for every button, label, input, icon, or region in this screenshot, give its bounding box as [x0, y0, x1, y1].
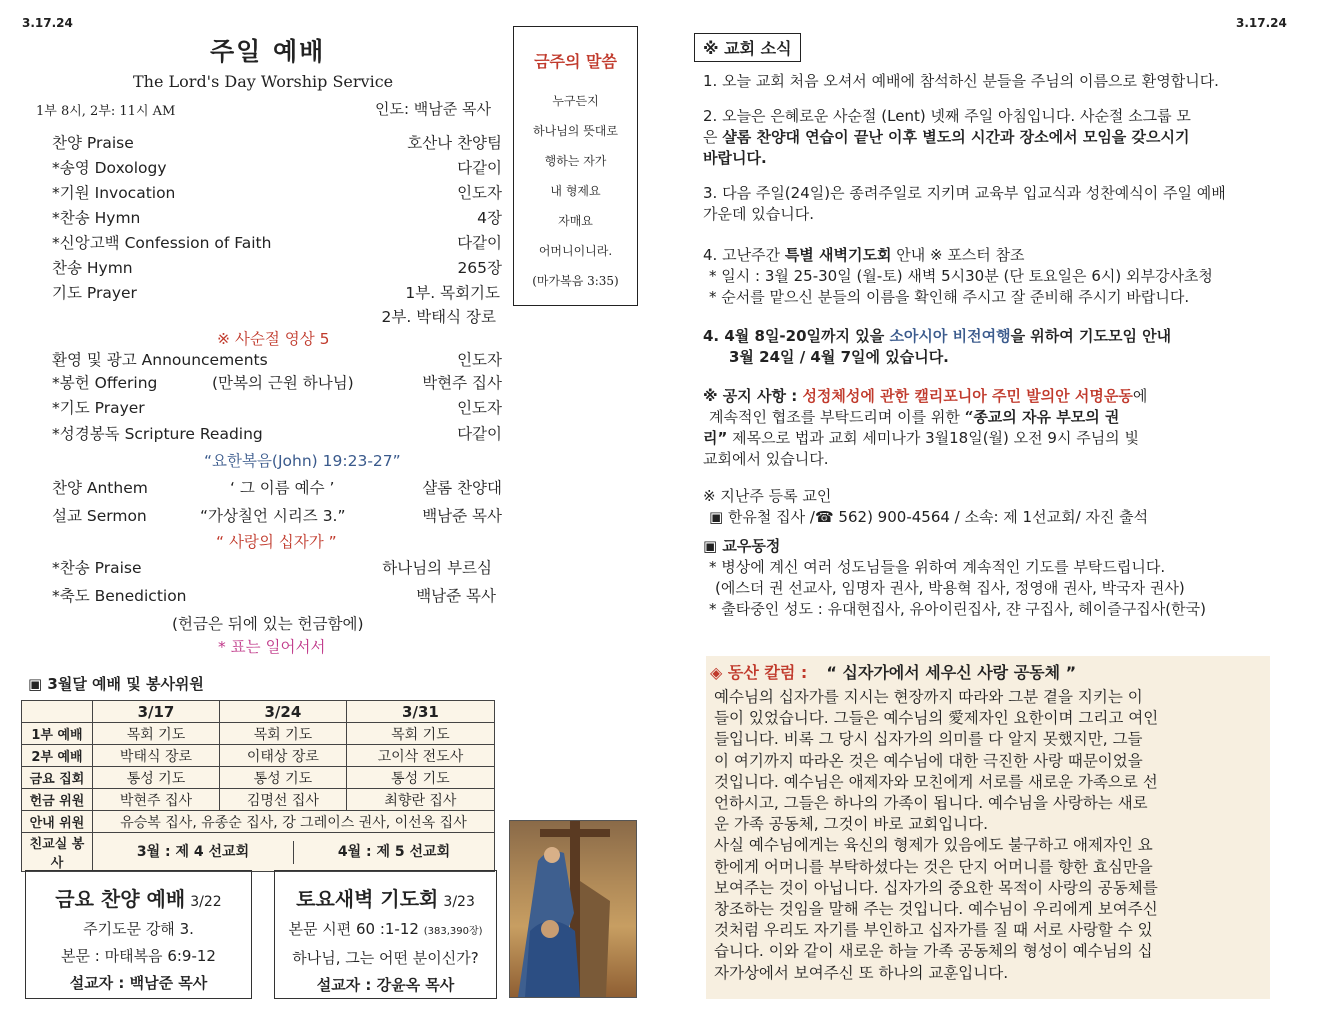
news-item: (에스더 권 선교사, 임명자 권사, 박용혁 집사, 정영애 권사, 박국자 권사): [715, 579, 1185, 597]
lent-video: ※ 사순절 영상 5: [217, 330, 330, 348]
table-row: 안내 위원 유승복 집사, 유종순 집사, 강 그레이스 권사, 이선옥 집사: [22, 811, 495, 833]
column-line: 예수님의 십자가를 지시는 현장까지 따라와 그분 곁을 지키는 이: [714, 688, 1143, 706]
column-box: [706, 656, 1270, 999]
weekly-verse-box: [513, 26, 638, 306]
friday-date: 3/22: [190, 894, 222, 910]
service-times: 1부 8시, 2부: 11시 AM: [36, 104, 176, 119]
order-item: 찬송 Hymn 265장: [52, 259, 502, 277]
column-line: 이 여기까지 따라온 것은 예수님에 대한 극진한 사랑 때문이었을: [714, 751, 1143, 770]
order-item: *축도 Benediction 백남준 목사: [52, 587, 496, 605]
friday-line: 주기도문 강해 3.: [83, 920, 194, 938]
column-line: 운 가족 공동체, 그것이 바로 교회입니다.: [714, 815, 989, 834]
saturday-service-box: [274, 870, 497, 999]
verse-line: 하나님의 뜻대로: [533, 124, 618, 138]
order-item: *송영 Doxology 다같이: [52, 159, 502, 177]
saturday-line: 하나님, 그는 어떤 분이신가?: [292, 949, 479, 967]
column-line: 들입니다. 비록 그 당시 십자가의 의미를 다 알지 못했지만, 그들: [714, 730, 1143, 749]
friday-line: 본문 : 마태복음 6:9-12: [61, 947, 216, 965]
stand-note: * 표는 일어서서: [218, 638, 326, 656]
news-item: * 일시 : 3월 25-30일 (월-토) 새벽 5시30분 (단 토요일은 6시) 외부강사초청: [709, 267, 1213, 285]
news-item: 3월 24일 / 4월 7일에 있습니다.: [729, 348, 949, 366]
table-header-row: [22, 701, 495, 723]
verse-line: 내 형제요: [550, 184, 601, 198]
order-item: *봉헌 Offering (만복의 근원 하나님) 박현주 집사: [52, 374, 502, 392]
news-item: 4. 고난주간 특별 새벽기도회 안내 ※ 포스터 참조: [703, 246, 1025, 264]
order-of-worship: [52, 131, 502, 656]
news-item: ▣ 한유철 집사 /☎ 562) 900-4564 / 소속: 제 1선교회/ 자진 출석: [709, 508, 1149, 526]
saturday-preacher: 설교자 : 강윤옥 목사: [316, 976, 455, 994]
column-label: ◈ 동산 칼럼 :: [710, 663, 808, 682]
news-item: ▣ 교우동정: [703, 537, 781, 555]
column-line: 보여주는 것이 아닙니다. 십자가의 중요한 목적이 사랑의 공동체를: [714, 878, 1158, 897]
church-news: [703, 71, 1258, 620]
friday-service-box: [25, 870, 252, 999]
friday-title: 금요 찬양 예배: [55, 887, 186, 911]
crucifixion-illustration: [509, 820, 637, 998]
table-row: 2부 예배 박태식 장로 이태상 장로 고이삭 전도사: [22, 745, 495, 767]
news-item: 은 샬롬 찬양대 연습이 끝난 이후 별도의 시간과 장소에서 모임을 갖으시기: [703, 128, 1190, 146]
order-item: *기도 Prayer 인도자: [52, 399, 502, 417]
news-item: 가운데 있습니다.: [703, 205, 814, 223]
column-line: 것처럼 우리도 자기를 부인하고 십자가를 질 때 서로 사랑할 수 있: [714, 921, 1153, 940]
order-item: *기원 Invocation 인도자: [52, 184, 502, 202]
column-title: “ 십자가에서 세우신 사랑 공동체 ”: [826, 663, 1077, 682]
news-item: 교회에서 있습니다.: [703, 450, 829, 468]
column-header: 3/31: [346, 701, 494, 723]
news-item: ※ 지난주 등록 교인: [703, 487, 832, 505]
column-line: 들이 있었습니다. 그들은 예수님의 愛제자인 요한이며 그리고 여인: [714, 709, 1159, 728]
column-line: 창조하는 것임을 말해 주는 것입니다. 예수님이 우리에게 보여주신: [714, 900, 1158, 919]
news-heading: ※ 교회 소식: [694, 33, 801, 62]
column-body: [706, 683, 1270, 984]
news-item: * 순서를 맡으신 분들의 이름을 확인해 주시고 잘 준비해 주시기 바랍니다.: [709, 288, 1190, 306]
friday-preacher: 설교자 : 백남준 목사: [69, 974, 208, 992]
date-right: 3.17.24: [1236, 16, 1287, 30]
verse-title: 금주의 말씀: [534, 52, 617, 71]
column-header: 3/24: [219, 701, 346, 723]
scripture-ref: “요한복음(John) 19:23-27”: [204, 452, 401, 470]
order-item: *신앙고백 Confession of Faith 다같이: [52, 234, 502, 252]
news-item: ※ 공지 사항 : 성정체성에 관한 캘리포니아 주민 발의안 서명운동에: [703, 387, 1148, 405]
order-item: 설교 Sermon “가상칠언 시리즈 3.” 백남준 목사: [52, 507, 502, 525]
table-row: 금요 집회 통성 기도 통성 기도 통성 기도: [22, 767, 495, 789]
column-header: 3/17: [93, 701, 220, 723]
table-row: 친교실 봉사 3월 : 제 4 선교회 4월 : 제 5 선교회: [22, 833, 495, 872]
worship-title: 주일 예배: [210, 37, 326, 66]
duty-heading: ▣ 3월달 예배 및 봉사위원: [28, 675, 204, 693]
duty-table: [21, 700, 495, 872]
news-item: 4. 4월 8일-20일까지 있을 소아시아 비전여행을 위하여 기도모임 안내: [703, 327, 1172, 345]
news-item: 계속적인 협조를 부탁드리며 이를 위한 “종교의 자유 부모의 권: [709, 408, 1120, 426]
verse-line: 행하는 자가: [544, 154, 607, 168]
order-item: *찬송 Praise 하나님의 부르심: [52, 559, 492, 577]
column-line: 자가상에서 보여주신 또 하나의 교훈입니다.: [714, 963, 1009, 982]
news-item: 바랍니다.: [703, 149, 767, 167]
order-item: 기도 Prayer 1부. 목회기도: [52, 284, 500, 302]
order-item: *성경봉독 Scripture Reading 다같이: [52, 425, 502, 443]
verse-line: 어머니이니라.: [538, 244, 613, 258]
verse-reference: (마가복음 3:35): [532, 274, 619, 288]
news-item: 3. 다음 주일(24일)은 종려주일로 지키며 교육부 입교식과 성찬예식이 주일 예배: [703, 184, 1226, 202]
verse-line: 자매요: [558, 214, 593, 228]
order-item: 2부. 박태식 장로: [381, 308, 496, 326]
order-item: 환영 및 광고 Announcements 인도자: [52, 351, 502, 369]
column-line: 사실 예수님에게는 육신의 형제가 있음에도 불구하고 애제자인 요: [714, 836, 1153, 855]
crucifixion-image: [510, 821, 636, 997]
sermon-title: “ 사랑의 십자가 ”: [216, 533, 337, 551]
offering-note: (헌금은 뒤에 있는 헌금함에): [172, 615, 364, 633]
news-item: 1. 오늘 교회 처음 오셔서 예배에 참석하신 분들을 주님의 이름으로 환영합니다.: [703, 72, 1219, 90]
worship-leader: 인도: 백남준 목사: [375, 100, 492, 118]
date-left: 3.17.24: [22, 16, 73, 30]
order-item: *찬송 Hymn 4장: [52, 209, 502, 227]
column-line: 한에게 어머니를 부탁하셨다는 것은 단지 어머니를 향한 효심만을: [714, 857, 1153, 876]
verse-line: 누구든지: [552, 94, 599, 108]
column-line: 것입니다. 예수님은 애제자와 모친에게 서로를 새로운 가족으로 선: [714, 772, 1158, 791]
order-item: 찬양 Anthem ‘ 그 이름 예수 ’ 샬롬 찬양대: [52, 479, 502, 497]
news-item: 2. 오늘은 은혜로운 사순절 (Lent) 넷째 주일 아침입니다. 사순절 소그룹 모: [703, 107, 1191, 125]
order-item: 찬양 Praise 호산나 찬양팀: [52, 134, 502, 152]
column-line: 습니다. 이와 같이 새로운 하늘 가족 공동체의 형성이 예수님의 십: [714, 942, 1153, 961]
news-item: * 출타중인 성도 : 유대현집사, 유아이린집사, 쟌 구집사, 헤이즐구집사(한국): [709, 600, 1206, 618]
saturday-title: 토요새벽 기도회: [296, 887, 439, 911]
news-item: * 병상에 계신 여러 성도님들을 위하여 계속적인 기도를 부탁드립니다.: [709, 558, 1166, 576]
saturday-line: 본문 시편 60 :1-12 (383,390장): [288, 920, 483, 938]
table-row: 헌금 위원 박현주 집사 김명선 집사 최향란 집사: [22, 789, 495, 811]
saturday-date: 3/23: [443, 894, 475, 910]
news-item: 리” 제목으로 법과 교회 세미나가 3월18일(월) 오전 9시 주님의 빛: [703, 429, 1139, 447]
table-row: 1부 예배 목회 기도 목회 기도 목회 기도: [22, 723, 495, 745]
column-line: 언하시고, 그들은 하나의 가족이 됩니다. 예수님을 사랑하는 새로: [714, 794, 1148, 813]
worship-subtitle: The Lord's Day Worship Service: [133, 72, 394, 91]
